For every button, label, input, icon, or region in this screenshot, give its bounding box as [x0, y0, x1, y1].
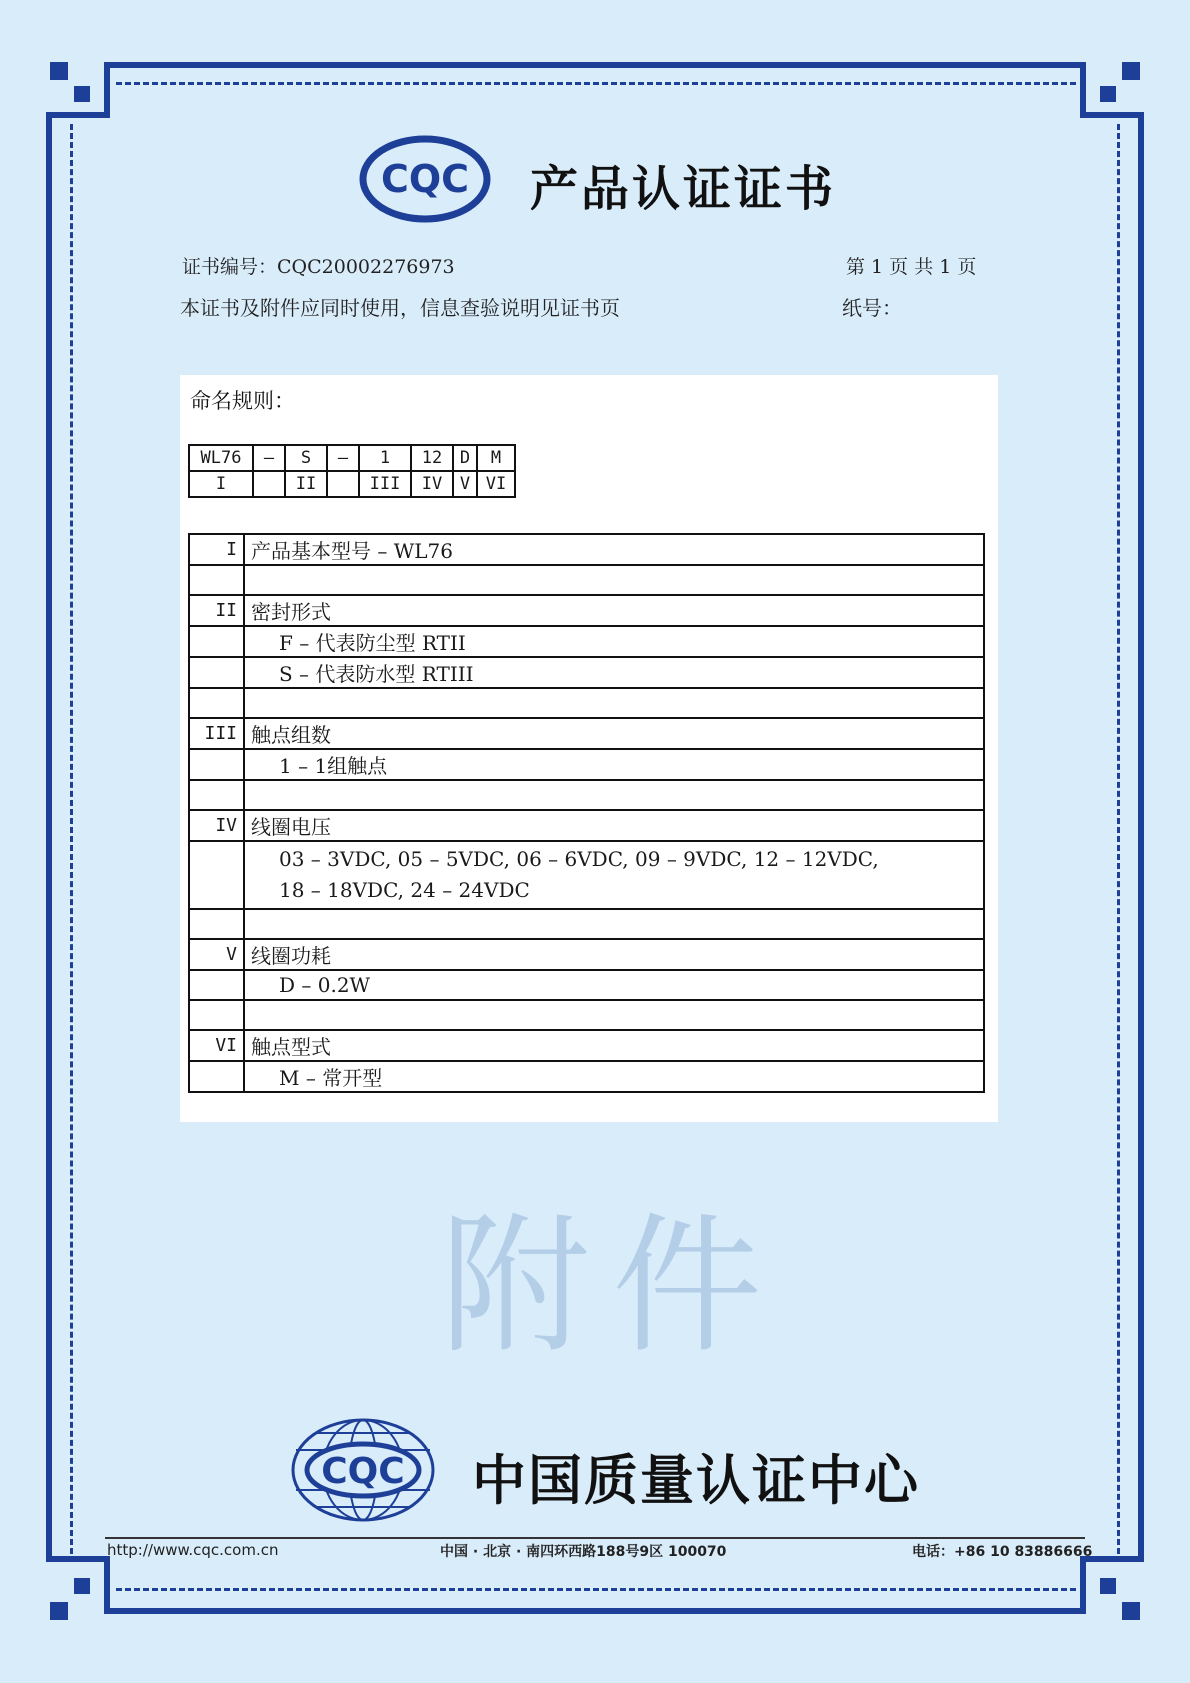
- svg-text:CQC: CQC: [321, 1451, 405, 1492]
- rule-number: [189, 626, 244, 657]
- corner-square: [50, 1602, 68, 1620]
- annex-watermark: 附件: [440, 1200, 785, 1374]
- corner-square: [1122, 62, 1140, 80]
- code-cell: D: [453, 445, 477, 471]
- corner-notch: [46, 1556, 110, 1562]
- rule-number: [189, 657, 244, 688]
- rule-row: [189, 810, 984, 841]
- index-cell: [327, 471, 359, 497]
- rule-number: II: [189, 595, 244, 626]
- corner-notch: [46, 112, 110, 118]
- index-cell: I: [189, 471, 253, 497]
- rule-text: [244, 565, 984, 595]
- rule-row: [189, 657, 984, 688]
- rule-row: [189, 939, 984, 970]
- rule-row: [189, 1061, 984, 1092]
- rule-number: I: [189, 534, 244, 565]
- frame-top-line: [104, 62, 1086, 68]
- phone-number: 电话：+86 10 83886666: [912, 1544, 1093, 1560]
- rule-row: [189, 1030, 984, 1061]
- rule-text: F – 代表防尘型 RTII: [244, 626, 984, 657]
- rule-text: S – 代表防水型 RTIII: [244, 657, 984, 688]
- footer-divider: [105, 1537, 1085, 1539]
- rule-text: 产品基本型号 – WL76: [244, 534, 984, 565]
- rule-row: [189, 595, 984, 626]
- frame-dashed-left: [70, 124, 73, 1554]
- voltage-line-1: 03 – 3VDC, 05 – 5VDC, 06 – 6VDC, 09 – 9VDC, 12 – 12VDC,: [279, 847, 879, 871]
- rule-row: [189, 970, 984, 1000]
- cqc-logo: [358, 134, 492, 224]
- rule-number: [189, 688, 244, 718]
- rule-number: [189, 841, 244, 909]
- rule-row: [189, 909, 984, 939]
- rule-row: [189, 718, 984, 749]
- rule-text: 线圈电压: [244, 810, 984, 841]
- rule-number: IV: [189, 810, 244, 841]
- index-cell: V: [453, 471, 477, 497]
- frame-dashed-bottom: [116, 1588, 1076, 1591]
- frame-right-line: [1138, 118, 1144, 1560]
- rule-number: [189, 565, 244, 595]
- rule-text: [244, 841, 984, 909]
- rule-text: 1 – 1组触点: [244, 749, 984, 780]
- rule-number: [189, 780, 244, 810]
- rule-number: [189, 909, 244, 939]
- frame-dashed-right: [1117, 124, 1120, 1554]
- frame-dashed-top: [116, 82, 1076, 85]
- certificate-title: 产品认证证书: [530, 161, 837, 217]
- rule-row: [189, 780, 984, 810]
- code-cell: –: [253, 445, 285, 471]
- corner-notch: [104, 1556, 110, 1614]
- corner-square: [1100, 86, 1116, 102]
- corner-square: [50, 62, 68, 80]
- rule-row: [189, 749, 984, 780]
- rule-number: [189, 749, 244, 780]
- rule-text: 线圈功耗: [244, 939, 984, 970]
- rule-number: VI: [189, 1030, 244, 1061]
- code-cell: S: [285, 445, 327, 471]
- naming-rules-table: [188, 533, 985, 1093]
- cert-number-value: CQC20002276973: [277, 256, 455, 278]
- rule-text: 密封形式: [244, 595, 984, 626]
- frame-left-line: [46, 118, 52, 1560]
- rule-text: M – 常开型: [244, 1061, 984, 1092]
- rule-row: [189, 841, 984, 909]
- corner-square: [1100, 1578, 1116, 1594]
- code-cell: 12: [411, 445, 453, 471]
- index-cell: II: [285, 471, 327, 497]
- rule-text: D – 0.2W: [244, 970, 984, 1000]
- rule-number: V: [189, 939, 244, 970]
- rule-text: [244, 909, 984, 939]
- index-cell: [253, 471, 285, 497]
- code-cell: M: [477, 445, 515, 471]
- code-cell: 1: [359, 445, 411, 471]
- rule-row: [189, 534, 984, 565]
- cert-number-label: 证书编号：: [182, 256, 278, 278]
- rule-text: [244, 688, 984, 718]
- rule-number: [189, 970, 244, 1000]
- rule-number: [189, 1000, 244, 1030]
- voltage-line-2: 18 – 18VDC, 24 – 24VDC: [279, 878, 530, 902]
- rule-row: [189, 688, 984, 718]
- rule-row: [189, 565, 984, 595]
- index-cell: IV: [411, 471, 453, 497]
- corner-square: [74, 1578, 90, 1594]
- cert-number: [182, 252, 455, 279]
- rule-text: [244, 1000, 984, 1030]
- corner-notch: [104, 62, 110, 118]
- corner-notch: [1080, 1556, 1086, 1614]
- page-info: 第 1 页 共 1 页: [846, 256, 977, 278]
- index-row: [189, 471, 515, 497]
- website-link[interactable]: http://www.cqc.com.cn: [107, 1541, 279, 1559]
- corner-square: [1122, 1602, 1140, 1620]
- corner-square: [74, 86, 90, 102]
- code-cell: –: [327, 445, 359, 471]
- rule-row: [189, 1000, 984, 1030]
- index-cell: III: [359, 471, 411, 497]
- rule-text: 触点组数: [244, 718, 984, 749]
- cqc-globe-logo: [288, 1415, 438, 1525]
- address: 中国 · 北京 · 南四环西路188号9区 100070: [440, 1544, 727, 1560]
- frame-bottom-line: [104, 1608, 1086, 1614]
- rule-number: [189, 1061, 244, 1092]
- code-row: [189, 445, 515, 471]
- annex-panel: [180, 375, 998, 1122]
- rule-row: [189, 626, 984, 657]
- organization-name: 中国质量认证中心: [472, 1449, 920, 1512]
- naming-rule-title: 命名规则：: [190, 389, 295, 413]
- svg-text:CQC: CQC: [380, 157, 470, 201]
- paper-number-label: 纸号：: [842, 296, 902, 320]
- corner-notch: [1080, 62, 1086, 118]
- rule-text: [244, 780, 984, 810]
- corner-notch: [1080, 112, 1144, 118]
- index-cell: VI: [477, 471, 515, 497]
- usage-notice: 本证书及附件应同时使用，信息查验说明见证书页: [180, 296, 620, 320]
- rule-number: III: [189, 718, 244, 749]
- code-cell: WL76: [189, 445, 253, 471]
- model-code-table: [188, 444, 516, 498]
- rule-text: 触点型式: [244, 1030, 984, 1061]
